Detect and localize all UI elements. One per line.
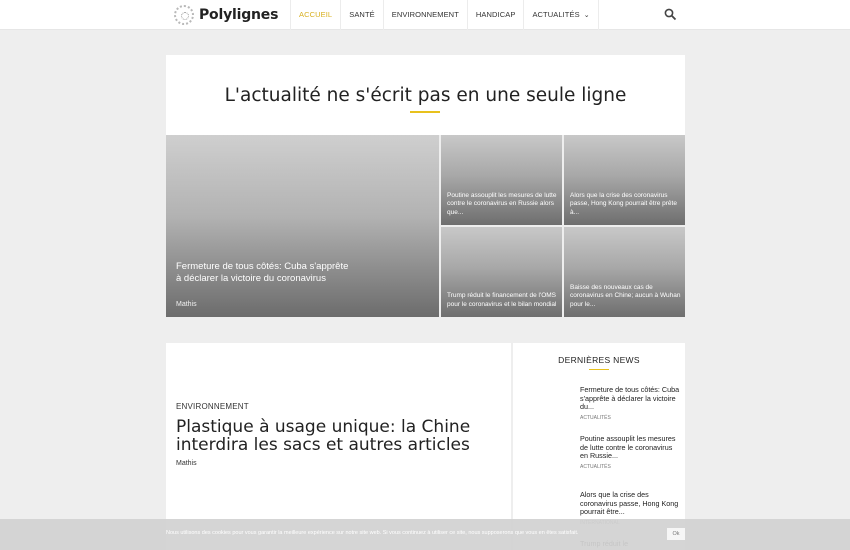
featured-article-main[interactable] — [166, 135, 439, 317]
featured-main-author[interactable]: Mathis — [176, 301, 197, 308]
main-menu — [290, 0, 599, 30]
logo-text: Polylignes — [199, 7, 279, 23]
cookie-banner — [0, 519, 850, 550]
cookie-accept-button[interactable]: Ok — [667, 528, 685, 540]
nav-item-environnement[interactable]: ENVIRONNEMENT — [383, 0, 467, 30]
article-category[interactable]: ENVIRONNEMENT — [176, 402, 249, 411]
news-category[interactable]: ACTUALITÉS — [580, 414, 611, 421]
featured-article-3[interactable] — [441, 227, 562, 317]
nav-item-actualites[interactable] — [523, 0, 598, 30]
news-title[interactable]: Poutine assouplit les mesures de lutte contre le coronavirus en Russie... — [580, 434, 676, 460]
list-item — [580, 435, 680, 470]
nav-item-accueil[interactable]: ACCUEIL — [290, 0, 340, 30]
nav-item-actualites-label: ACTUALITÉS — [532, 10, 580, 19]
page-title: L'actualité ne s'écrit pas en une seule ligne — [224, 85, 627, 106]
title-underline — [410, 111, 440, 113]
logo-mark-icon — [174, 5, 194, 25]
featured-main-title[interactable]: Fermeture de tous côtés: Cuba s'apprête à déclarer la victoire du coronavirus — [176, 261, 349, 284]
article-author[interactable]: Mathis — [176, 460, 197, 467]
cookie-notice-text: Nous utilisons des cookies pour vous garantir la meilleure expérience sur notre site web. Si vous continuez à utiliser ce site, nous supposerons que vous en êtes satisfait. — [166, 530, 579, 536]
sidebar-title: DERNIÈRES NEWS — [558, 355, 640, 365]
list-item — [580, 386, 680, 421]
featured-article-1[interactable] — [441, 135, 562, 225]
chevron-down-icon: ⌄ — [583, 12, 590, 19]
news-category[interactable]: ACTUALITÉS — [580, 463, 611, 470]
top-navigation-bar — [0, 0, 850, 30]
nav-item-handicap[interactable]: HANDICAP — [467, 0, 524, 30]
featured-article-4[interactable] — [564, 227, 685, 317]
featured-article-2[interactable] — [564, 135, 685, 225]
hero-section — [166, 55, 685, 135]
news-thumbnail[interactable] — [519, 435, 571, 473]
featured-article-title[interactable]: Alors que la crise des coronavirus passe, Hong Kong pourrait être prête à... — [570, 191, 677, 216]
news-thumbnail[interactable] — [519, 385, 571, 423]
news-title[interactable]: Fermeture de tous côtés: Cuba s'apprête à déclarer la victoire du... — [580, 385, 680, 411]
site-logo[interactable] — [174, 3, 278, 27]
sidebar-title-underline — [589, 369, 609, 370]
search-icon[interactable] — [664, 8, 677, 21]
featured-article-title[interactable]: Trump réduit le financement de l'OMS pour le coronavirus et le bilan mondial — [447, 292, 557, 308]
featured-article-title[interactable]: Poutine assouplit les mesures de lutte contre le coronavirus en Russie alors que... — [447, 191, 557, 216]
article-title[interactable]: Plastique à usage unique: la Chine interdira les sacs et autres articles — [176, 417, 471, 455]
news-title[interactable]: Alors que la crise des coronavirus passe, Hong Kong pourrait être... — [580, 490, 679, 516]
nav-item-sante[interactable]: SANTÉ — [340, 0, 383, 30]
featured-article-title[interactable]: Baisse des nouveaux cas de coronavirus en Chine; aucun à Wuhan pour le... — [570, 283, 681, 308]
